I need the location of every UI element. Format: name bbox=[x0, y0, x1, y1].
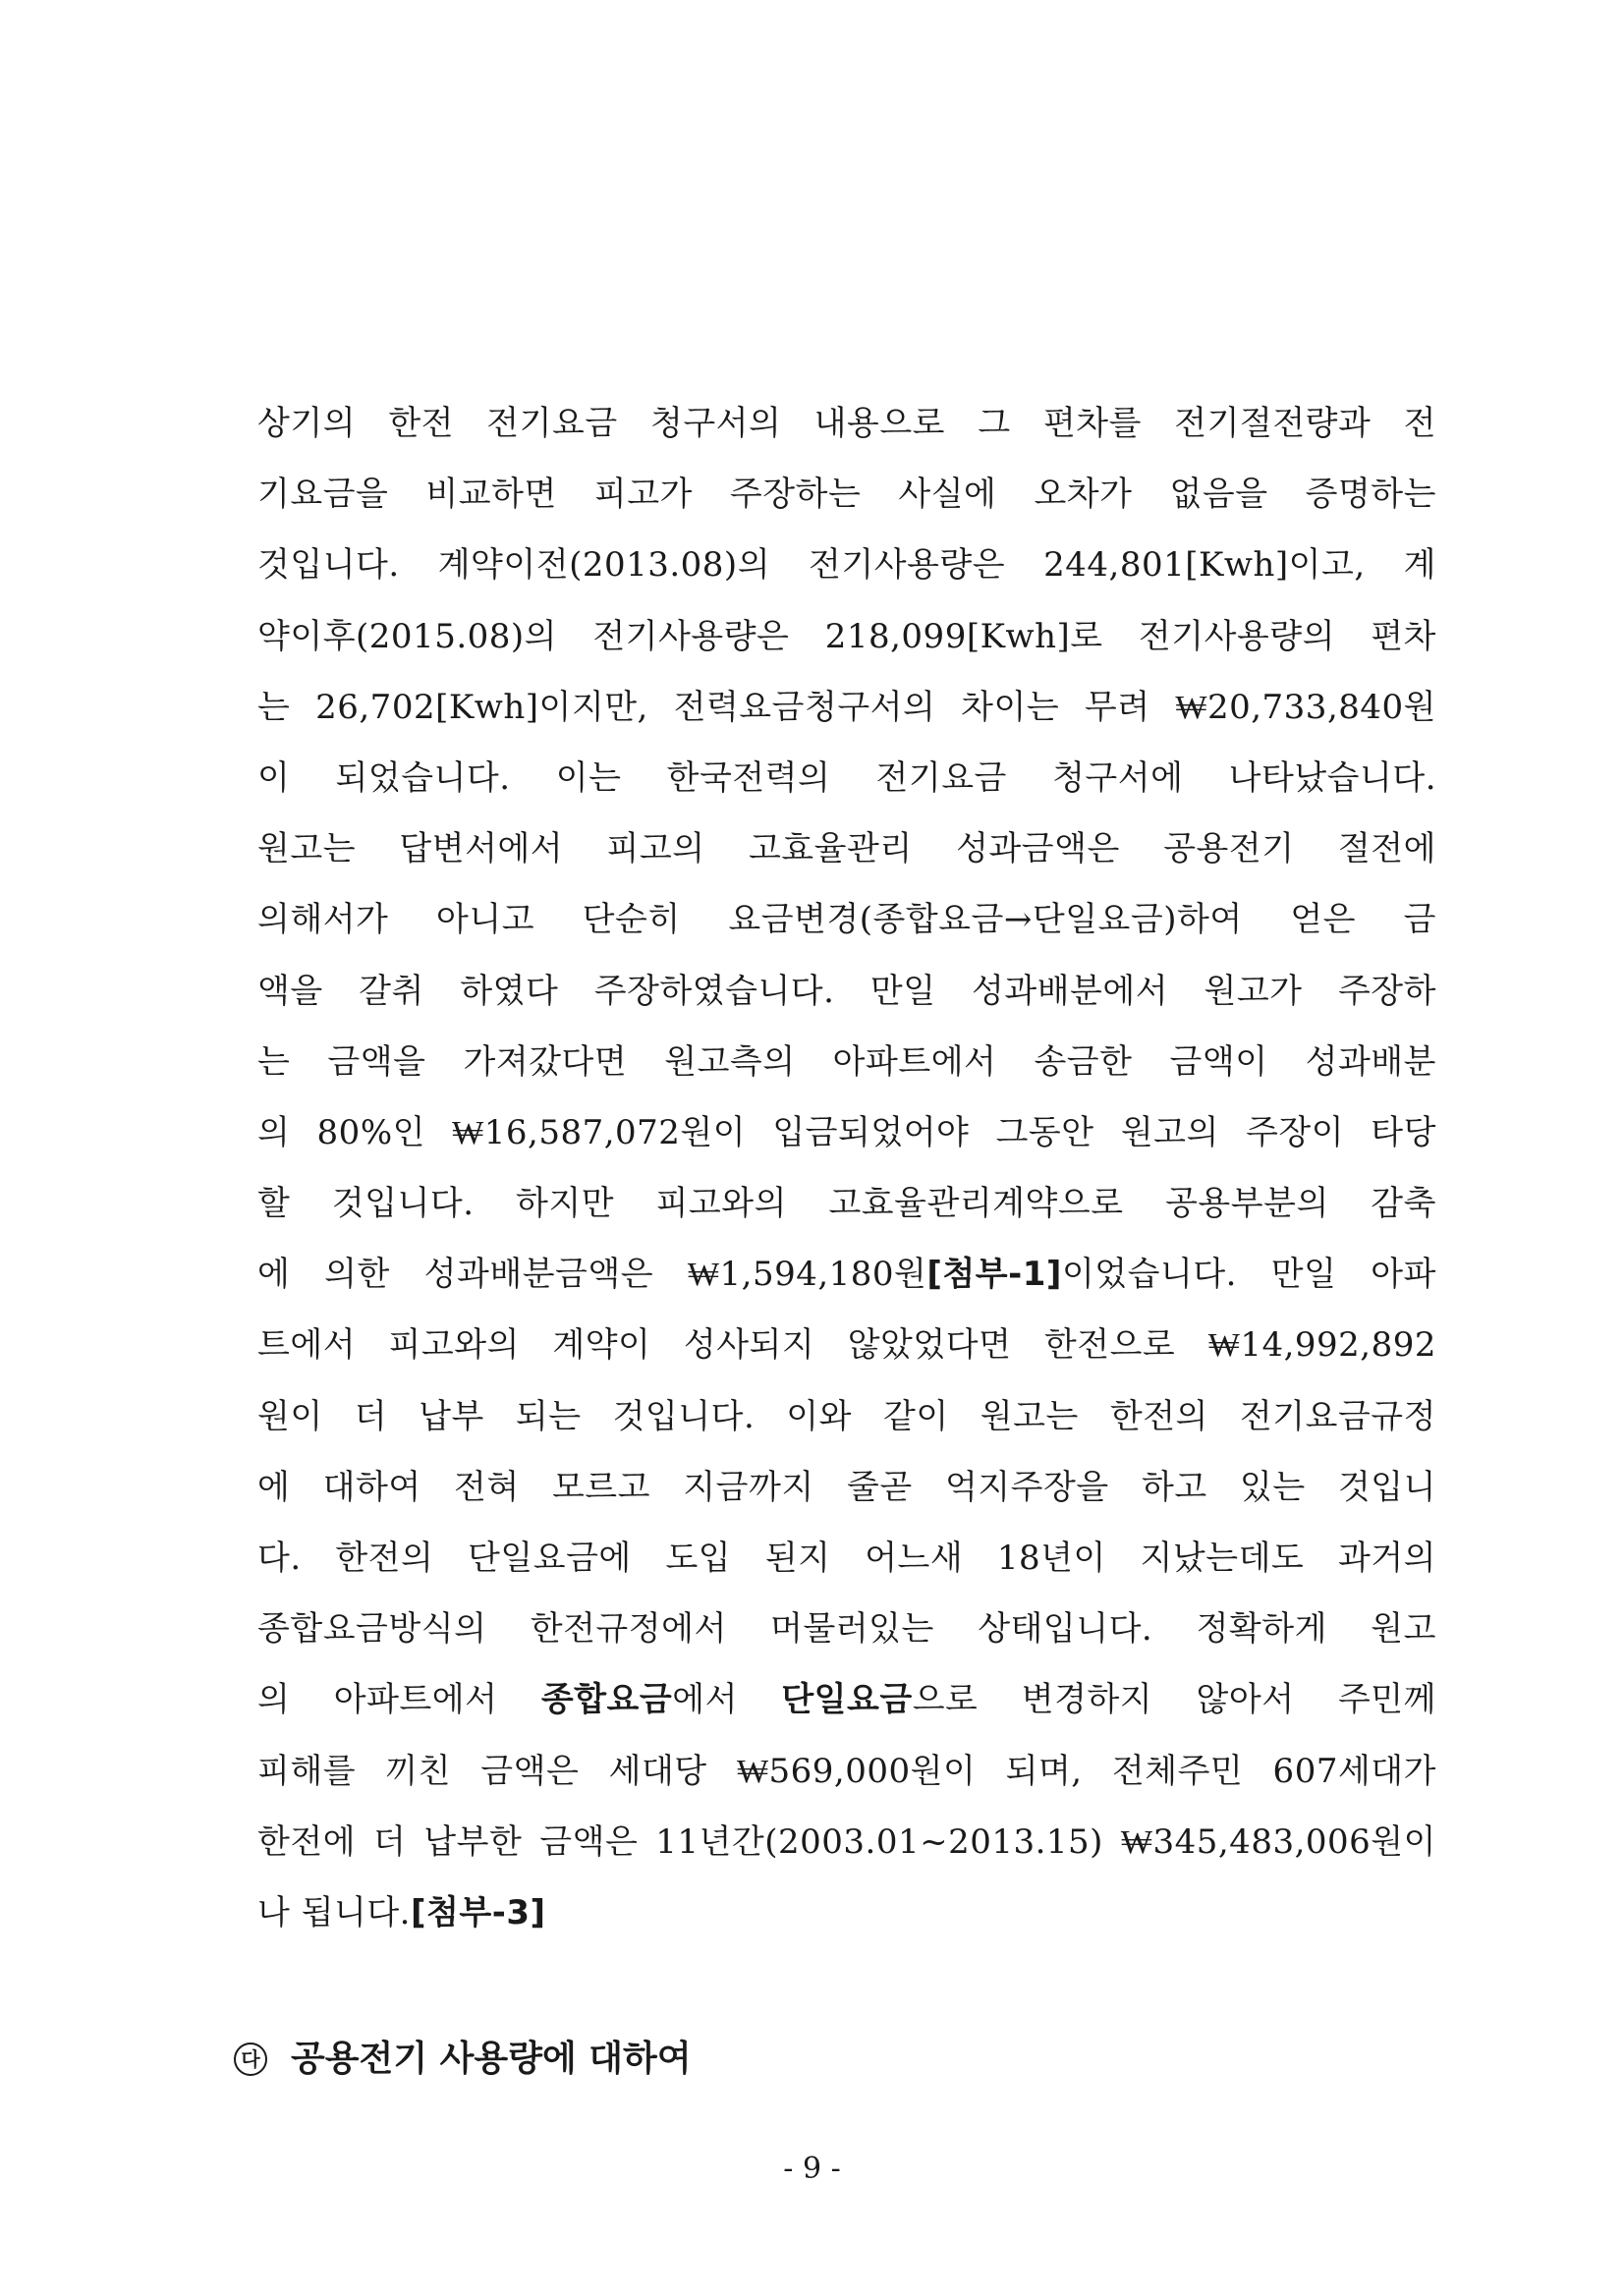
text-line bbox=[257, 1097, 1436, 1168]
text-line bbox=[257, 388, 1436, 459]
section-heading bbox=[234, 2024, 692, 2095]
text-line bbox=[257, 1239, 1436, 1310]
text-line bbox=[257, 1381, 1436, 1452]
text-line bbox=[257, 1168, 1436, 1239]
emphasized-text: 종합요금 bbox=[540, 1680, 673, 1720]
text-segment: 으로 변경하지 않아서 주민께 bbox=[912, 1680, 1436, 1720]
text-line bbox=[257, 884, 1436, 955]
text-segment: 종합요금방식의 한전규정에서 머물러있는 상태입니다. 정확하게 원고 bbox=[257, 1609, 1436, 1650]
text-line bbox=[257, 813, 1436, 884]
text-line bbox=[257, 1807, 1436, 1877]
text-segment: 피해를 끼친 금액은 세대당 ₩569,000원이 되며, 전체주민 607세대가 bbox=[257, 1751, 1436, 1791]
text-segment: 의 80%인 ₩16,587,072원이 입금되었어야 그동안 원고의 주장이 타당 bbox=[257, 1112, 1436, 1152]
page-number: - 9 - bbox=[783, 2152, 841, 2186]
section-heading-text: 공용전기 사용량에 대하여 bbox=[291, 2039, 692, 2079]
text-segment: 에 대하여 전혀 모르고 지금까지 줄곧 억지주장을 하고 있는 것입니 bbox=[257, 1467, 1436, 1507]
text-segment: 이었습니다. 만일 아파 bbox=[1061, 1255, 1436, 1295]
text-line bbox=[257, 1027, 1436, 1097]
text-line bbox=[257, 672, 1436, 743]
text-segment: 는 금액을 가져갔다면 원고측의 아파트에서 송금한 금액이 성과배분 bbox=[257, 1041, 1436, 1082]
text-segment: 원고는 답변서에서 피고의 고효율관리 성과금액은 공용전기 절전에 bbox=[257, 829, 1436, 869]
text-line bbox=[257, 743, 1436, 813]
text-line bbox=[257, 1664, 1436, 1735]
text-line bbox=[257, 1736, 1436, 1807]
text-segment: 는 26,702[Kwh]이지만, 전력요금청구서의 차이는 무려 ₩20,733,840원 bbox=[257, 687, 1436, 727]
text-segment: 액을 갈취 하였다 주장하였습니다. 만일 성과배분에서 원고가 주장하 bbox=[257, 971, 1436, 1011]
text-segment: 기요금을 비교하면 피고가 주장하는 사실에 오차가 없음을 증명하는 bbox=[257, 475, 1436, 515]
body-paragraph bbox=[257, 388, 1436, 1948]
text-line bbox=[257, 601, 1436, 672]
text-segment: 에서 bbox=[672, 1680, 782, 1720]
emphasized-text: [첨부-3] bbox=[411, 1892, 546, 1932]
text-segment: 트에서 피고와의 계약이 성사되지 않았었다면 한전으로 ₩14,992,892 bbox=[257, 1325, 1436, 1366]
text-segment: 의해서가 아니고 단순히 요금변경(종합요금→단일요금)하여 얻은 금 bbox=[257, 900, 1436, 940]
text-line bbox=[257, 956, 1436, 1027]
text-line bbox=[257, 459, 1436, 530]
text-segment: 의 아파트에서 bbox=[257, 1680, 541, 1720]
text-segment: 것입니다. 계약이전(2013.08)의 전기사용량은 244,801[Kwh]이고, 계 bbox=[257, 545, 1436, 586]
text-line bbox=[257, 1594, 1436, 1664]
text-segment: 다. 한전의 단일요금에 도입 된지 어느새 18년이 지났는데도 과거의 bbox=[257, 1539, 1436, 1578]
text-segment: 약이후(2015.08)의 전기사용량은 218,099[Kwh]로 전기사용량의 편차 bbox=[257, 616, 1436, 656]
text-segment: 이 되었습니다. 이는 한국전력의 전기요금 청구서에 나타났습니다. bbox=[257, 757, 1436, 798]
text-segment: 할 것입니다. 하지만 피고와의 고효율관리계약으로 공용부분의 감축 bbox=[257, 1184, 1436, 1224]
text-line bbox=[257, 1523, 1436, 1594]
text-segment: 에 의한 성과배분금액은 ₩1,594,180원 bbox=[257, 1255, 927, 1295]
text-segment: 원이 더 납부 되는 것입니다. 이와 같이 원고는 한전의 전기요금규정 bbox=[257, 1396, 1436, 1436]
text-segment: 나 됩니다. bbox=[257, 1892, 411, 1932]
section-marker: 다 bbox=[234, 2043, 267, 2076]
emphasized-text: 단일요금 bbox=[781, 1680, 913, 1720]
text-line bbox=[257, 1452, 1436, 1523]
text-segment: 상기의 한전 전기요금 청구서의 내용으로 그 편차를 전기절전량과 전 bbox=[257, 404, 1436, 443]
emphasized-text: [첨부-1] bbox=[926, 1255, 1062, 1295]
text-line bbox=[257, 1310, 1436, 1380]
text-segment: 한전에 더 납부한 금액은 11년간(2003.01~2013.15) ₩345,483,006원이 bbox=[257, 1821, 1436, 1862]
text-line bbox=[257, 530, 1436, 600]
text-line bbox=[257, 1877, 1436, 1948]
